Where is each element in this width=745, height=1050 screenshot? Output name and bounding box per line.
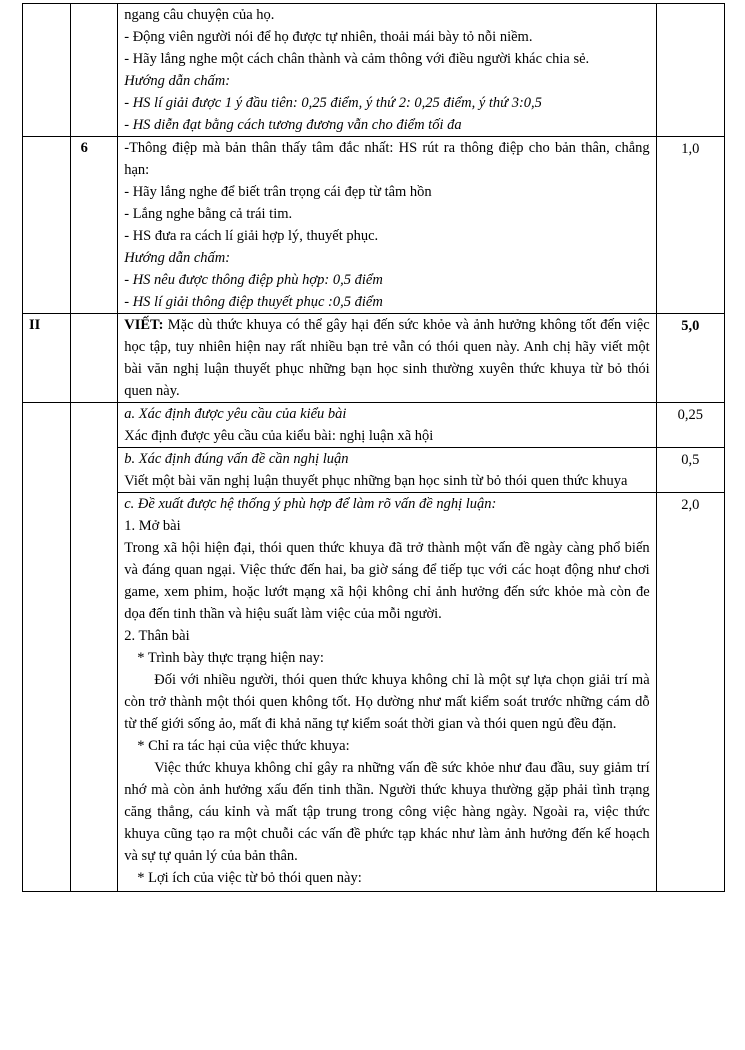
table-row (23, 137, 725, 314)
score-cell (656, 4, 724, 137)
part-cell (23, 403, 71, 892)
grading-table (22, 3, 725, 892)
table-row (23, 314, 725, 403)
content-line: - Hãy lắng nghe một cách chân thành và cảm thông với điều người khác chia sẻ. (124, 51, 590, 67)
criterion-title: c. Đề xuất được hệ thống ý phù hợp để làm rõ vấn đề nghị luận: (124, 496, 497, 512)
content-cell (118, 448, 656, 493)
score-cell: 5,0 (656, 314, 724, 403)
section-label: VIẾT: (124, 317, 164, 333)
content-cell (118, 493, 656, 892)
subheading: 1. Mở bài (124, 518, 181, 534)
subheading: 2. Thân bài (124, 628, 190, 644)
table-row (23, 403, 725, 448)
point-title: * Chỉ ra tác hại của việc thức khuya: (137, 738, 350, 754)
question-cell (70, 403, 118, 892)
criterion-text: Viết một bài văn nghị luận thuyết phục những bạn học sinh từ bỏ thói quen thức khuya (124, 473, 628, 489)
criterion-title: a. Xác định được yêu cầu của kiểu bài (124, 406, 347, 422)
table-row (23, 448, 725, 493)
content-cell (118, 137, 656, 314)
question-cell (70, 4, 118, 137)
content-line: - Động viên người nói để họ được tự nhiên, thoải mái bày tỏ nỗi niềm. (124, 29, 533, 45)
content-line: - HS đưa ra cách lí giải hợp lý, thuyết phục. (124, 228, 379, 244)
question-number: 6 (70, 137, 118, 314)
score-cell: 1,0 (656, 137, 724, 314)
point-title: * Trình bày thực trạng hiện nay: (137, 650, 324, 666)
criterion-title: b. Xác định đúng vấn đề cần nghị luận (124, 451, 349, 467)
table-row (23, 4, 725, 137)
part-cell (23, 137, 71, 314)
paragraph: Đối với nhiều người, thói quen thức khuya không chỉ là một sự lựa chọn giải trí mà còn trở thành một thói quen không tốt. Họ dường như mất kiểm soát trước những cám dỗ từ thế giới sống ảo, mất đi khả năng tự kiểm soát thời gian và thói quen ngủ đều đặn. (124, 672, 650, 732)
point-title: * Lợi ích của việc từ bỏ thói quen này: (137, 870, 362, 886)
content-line: - Lắng nghe bằng cả trái tim. (124, 206, 293, 222)
criterion-text: Xác định được yêu cầu của kiểu bài: nghị luận xã hội (124, 428, 434, 444)
content-line: - Hãy lắng nghe để biết trân trọng cái đẹp từ tâm hồn (124, 184, 432, 200)
question-cell (70, 314, 118, 403)
content-cell (118, 4, 656, 137)
part-cell (23, 4, 71, 137)
guide-line: - HS nêu được thông điệp phù hợp: 0,5 điểm (124, 272, 383, 288)
score-cell: 0,5 (656, 448, 724, 493)
score-cell: 0,25 (656, 403, 724, 448)
content-cell (118, 403, 656, 448)
score-cell: 2,0 (656, 493, 724, 892)
guide-title: Hướng dẫn chấm: (124, 250, 231, 266)
content-line: ngang câu chuyện của họ. (124, 7, 275, 23)
content-line: -Thông điệp mà bản thân thấy tâm đắc nhất: HS rút ra thông điệp cho bản thân, chẳng hạn: (124, 140, 650, 178)
paragraph: Việc thức khuya không chỉ gây ra những vấn đề sức khỏe như đau đầu, suy giảm trí nhớ mà còn ảnh hưởng xấu đến tinh thần. Người thức khuya thường gặp phải tình trạng căng thẳng, cáu kỉnh và mất tập trung trong công việc hàng ngày. Ngoài ra, việc thức khuya cũng tạo ra một chuỗi các vấn đề phức tạp khác như làm ảnh hưởng đến kế hoạch và sự tự quản lý của bản thân. (124, 760, 650, 864)
table-row (23, 493, 725, 892)
guide-line: - HS lí giải được 1 ý đầu tiên: 0,25 điểm, ý thứ 2: 0,25 điểm, ý thứ 3:0,5 (124, 95, 542, 111)
guide-line: - HS lí giải thông điệp thuyết phục :0,5 điểm (124, 294, 383, 310)
guide-line: - HS diễn đạt bằng cách tương đương vẫn cho điểm tối đa (124, 117, 462, 133)
section-prompt: Mặc dù thức khuya có thể gây hại đến sức khỏe và ảnh hưởng không tốt đến việc học tập, tuy nhiên hiện nay rất nhiều bạn trẻ vẫn có thói quen này. Anh chị hãy viết một bài văn nghị luận thuyết phục những bạn học sinh thường xuyên thức khuya từ bỏ thói quen này. (124, 317, 650, 399)
content-cell (118, 314, 656, 403)
part-number: II (23, 314, 71, 403)
guide-title: Hướng dẫn chấm: (124, 73, 231, 89)
paragraph: Trong xã hội hiện đại, thói quen thức khuya đã trở thành một vấn đề ngày càng phổ biến và đáng quan ngại. Việc thức đến hai, ba giờ sáng để tiếp tục với các hoạt động như chơi game, xem phim, hoặc lướt mạng xã hội không chỉ ảnh hưởng đến sức khỏe mà còn đe dọa đến tinh thần và hiệu suất làm việc của mỗi người. (124, 540, 650, 622)
